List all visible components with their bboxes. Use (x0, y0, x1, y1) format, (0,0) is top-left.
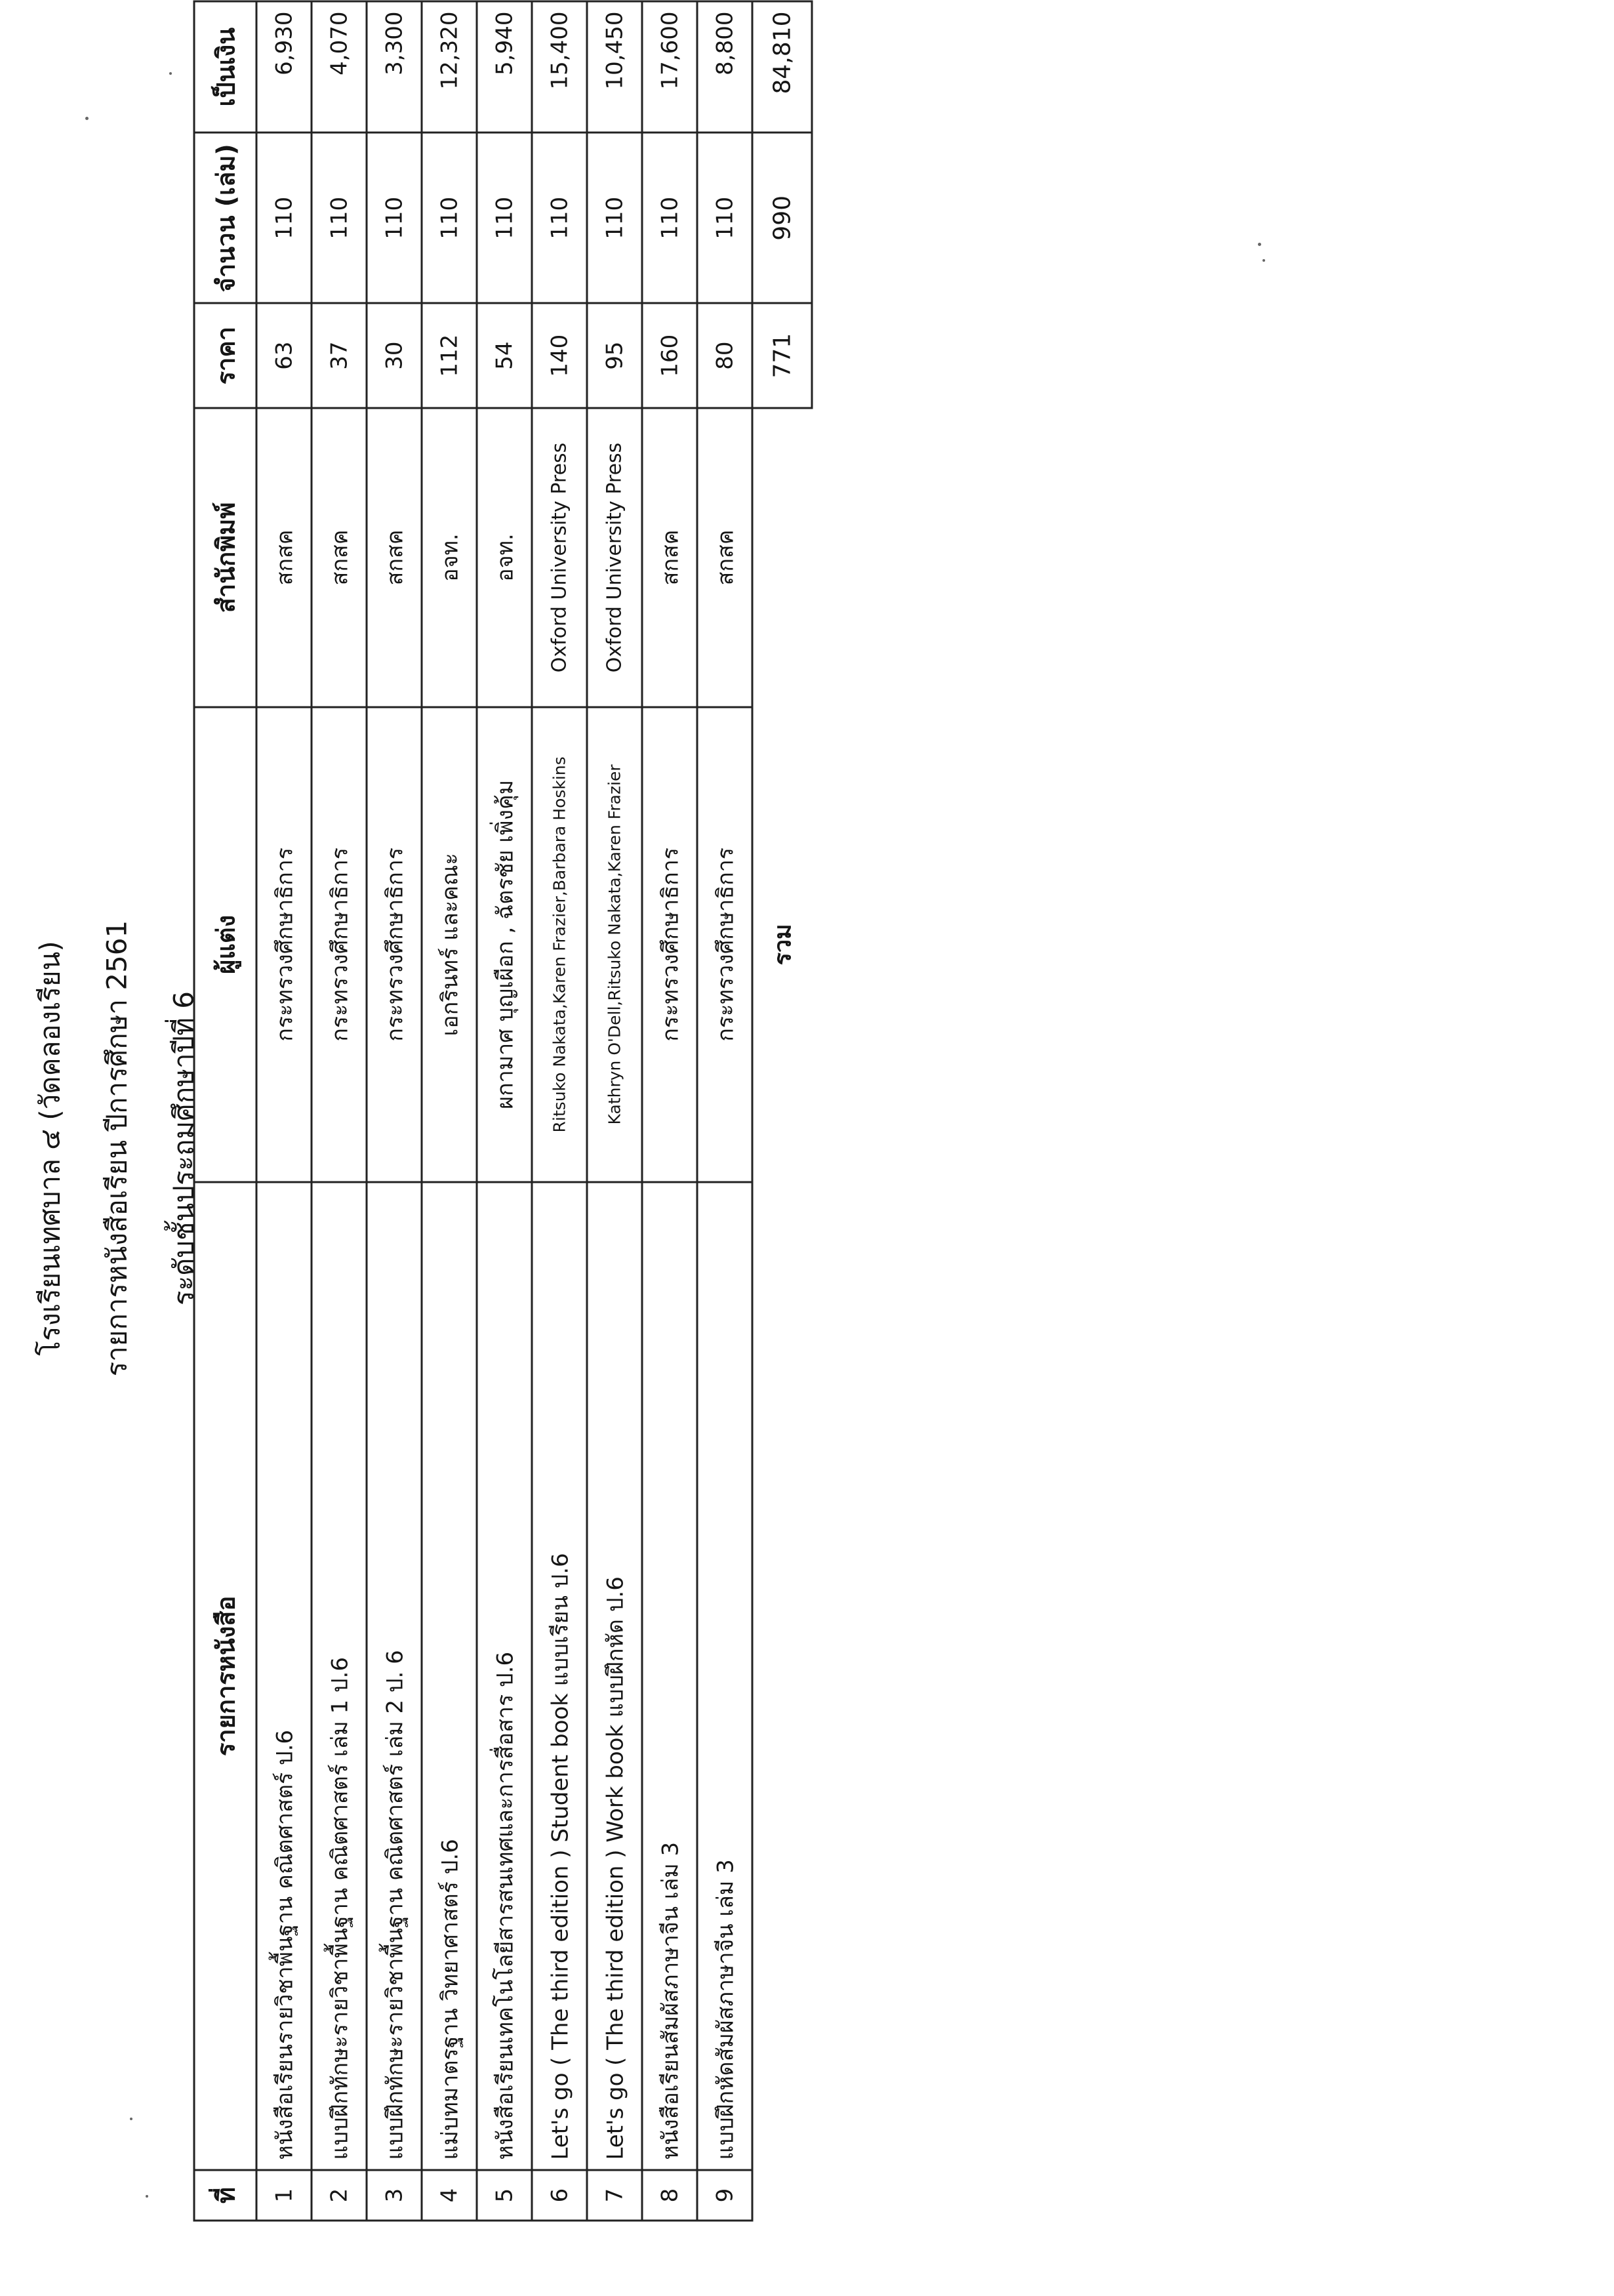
book-list-table (193, 0, 813, 2221)
scan-speck (85, 117, 89, 120)
header-amount: เป็นเงิน (194, 1, 256, 133)
table-row (587, 1, 642, 2221)
cell-qty: 110 (422, 133, 477, 303)
cell-amount: 17,600 (642, 1, 697, 133)
cell-no: 5 (477, 2169, 532, 2220)
cell-price: 80 (697, 303, 752, 408)
cell-price: 54 (477, 303, 532, 408)
header-qty: จำนวน (เล่ม) (194, 133, 256, 303)
total-row (752, 1, 812, 2221)
header-title: รายการหนังสือ (194, 1181, 256, 2169)
cell-no: 1 (256, 2169, 312, 2220)
header-publisher: สำนักพิมพ์ (194, 408, 256, 707)
grade-level: ระดับชั้นประถมศึกษาปีที่ 6 (167, 991, 199, 1305)
cell-no: 2 (312, 2169, 367, 2220)
total-spacer (752, 2169, 812, 2220)
total-price: 771 (752, 303, 812, 408)
cell-title: แม่บทมาตรฐาน วิทยาศาสตร์ ป.6 (422, 1181, 477, 2169)
table-row (697, 1, 752, 2221)
cell-qty: 110 (256, 133, 312, 303)
cell-amount: 6,930 (256, 1, 312, 133)
cell-author: กระทรวงศึกษาธิการ (367, 707, 422, 1181)
cell-publisher: อจท. (477, 408, 532, 707)
cell-author: กระทรวงศึกษาธิการ (697, 707, 752, 1181)
cell-publisher: สกสค (256, 408, 312, 707)
table-row (422, 1, 477, 2221)
cell-title: Let's go ( The third edition ) Student book แบบเรียน ป.6 (532, 1181, 587, 2169)
cell-price: 63 (256, 303, 312, 408)
cell-publisher: สกสค (367, 408, 422, 707)
cell-amount: 12,320 (422, 1, 477, 133)
table-row (256, 1, 312, 2221)
cell-no: 4 (422, 2169, 477, 2220)
cell-title: แบบฝึกหัดสัมผัสภาษาจีน เล่ม 3 (697, 1181, 752, 2169)
cell-publisher: สกสค (697, 408, 752, 707)
scan-speck (1258, 243, 1261, 246)
cell-title: หนังสือเรียนสัมผัสภาษาจีน เล่ม 3 (642, 1181, 697, 2169)
cell-title: หนังสือเรียนเทคโนโลยีสารสนเทศและการสื่อสาร ป.6 (477, 1181, 532, 2169)
cell-publisher: อจท. (422, 408, 477, 707)
total-qty: 990 (752, 133, 812, 303)
header-no: ที่ (194, 2169, 256, 2220)
total-amount: 84,810 (752, 1, 812, 133)
cell-qty: 110 (697, 133, 752, 303)
cell-no: 6 (532, 2169, 587, 2220)
cell-title: หนังสือเรียนรายวิชาพื้นฐาน คณิตศาสตร์ ป.6 (256, 1181, 312, 2169)
scan-speck (1262, 259, 1265, 262)
cell-amount: 10,450 (587, 1, 642, 133)
cell-price: 30 (367, 303, 422, 408)
table-row (642, 1, 697, 2221)
cell-author: กระทรวงศึกษาธิการ (256, 707, 312, 1181)
cell-title: แบบฝึกทักษะรายวิชาพื้นฐาน คณิตศาสตร์ เล่ม 1 ป.6 (312, 1181, 367, 2169)
cell-no: 8 (642, 2169, 697, 2220)
cell-price: 37 (312, 303, 367, 408)
scan-speck (130, 2118, 132, 2120)
cell-no: 7 (587, 2169, 642, 2220)
cell-title: Let's go ( The third edition ) Work book แบบฝึกหัด ป.6 (587, 1181, 642, 2169)
cell-price: 95 (587, 303, 642, 408)
cell-price: 112 (422, 303, 477, 408)
cell-amount: 3,300 (367, 1, 422, 133)
cell-publisher: สกสค (312, 408, 367, 707)
header-price: ราคา (194, 303, 256, 408)
scan-speck (146, 2195, 148, 2198)
cell-qty: 110 (312, 133, 367, 303)
cell-amount: 5,940 (477, 1, 532, 133)
cell-author: กระทรวงศึกษาธิการ (642, 707, 697, 1181)
cell-qty: 110 (532, 133, 587, 303)
cell-author: กระทรวงศึกษาธิการ (312, 707, 367, 1181)
total-label: รวม (769, 923, 797, 965)
cell-amount: 4,070 (312, 1, 367, 133)
cell-author: Kathryn O'Dell,Ritsuko Nakata,Karen Frazier (587, 707, 642, 1181)
table-row (367, 1, 422, 2221)
cell-qty: 110 (642, 133, 697, 303)
cell-amount: 15,400 (532, 1, 587, 133)
cell-amount: 8,800 (697, 1, 752, 133)
header-author: ผู้แต่ง (194, 707, 256, 1181)
cell-no: 9 (697, 2169, 752, 2220)
cell-price: 140 (532, 303, 587, 408)
cell-price: 160 (642, 303, 697, 408)
table-header-row (194, 1, 256, 2221)
total-spacer (752, 1181, 812, 2169)
scan-speck (169, 72, 172, 75)
table-row (532, 1, 587, 2221)
cell-publisher: สกสค (642, 408, 697, 707)
cell-no: 3 (367, 2169, 422, 2220)
cell-title: แบบฝึกทักษะรายวิชาพื้นฐาน คณิตศาสตร์ เล่ม 2 ป. 6 (367, 1181, 422, 2169)
total-spacer (752, 408, 812, 707)
table-row (312, 1, 367, 2221)
cell-author: เอกรินทร์ และคณะ (422, 707, 477, 1181)
table-row (477, 1, 532, 2221)
cell-qty: 110 (367, 133, 422, 303)
cell-qty: 110 (477, 133, 532, 303)
cell-author: ผกามาศ บุญเผือก , ฉัตรชัย เพิ่งคุ้ม (477, 707, 532, 1181)
list-title: รายการหนังสือเรียน ปีการศึกษา 2561 (100, 920, 132, 1376)
cell-publisher: Oxford University Press (532, 408, 587, 707)
cell-author: Ritsuko Nakata,Karen Frazier,Barbara Hoskins (532, 707, 587, 1181)
cell-publisher: Oxford University Press (587, 408, 642, 707)
cell-qty: 110 (587, 133, 642, 303)
school-name: โรงเรียนเทศบาล ๔ (วัดคลองเรียน) (33, 940, 66, 1356)
